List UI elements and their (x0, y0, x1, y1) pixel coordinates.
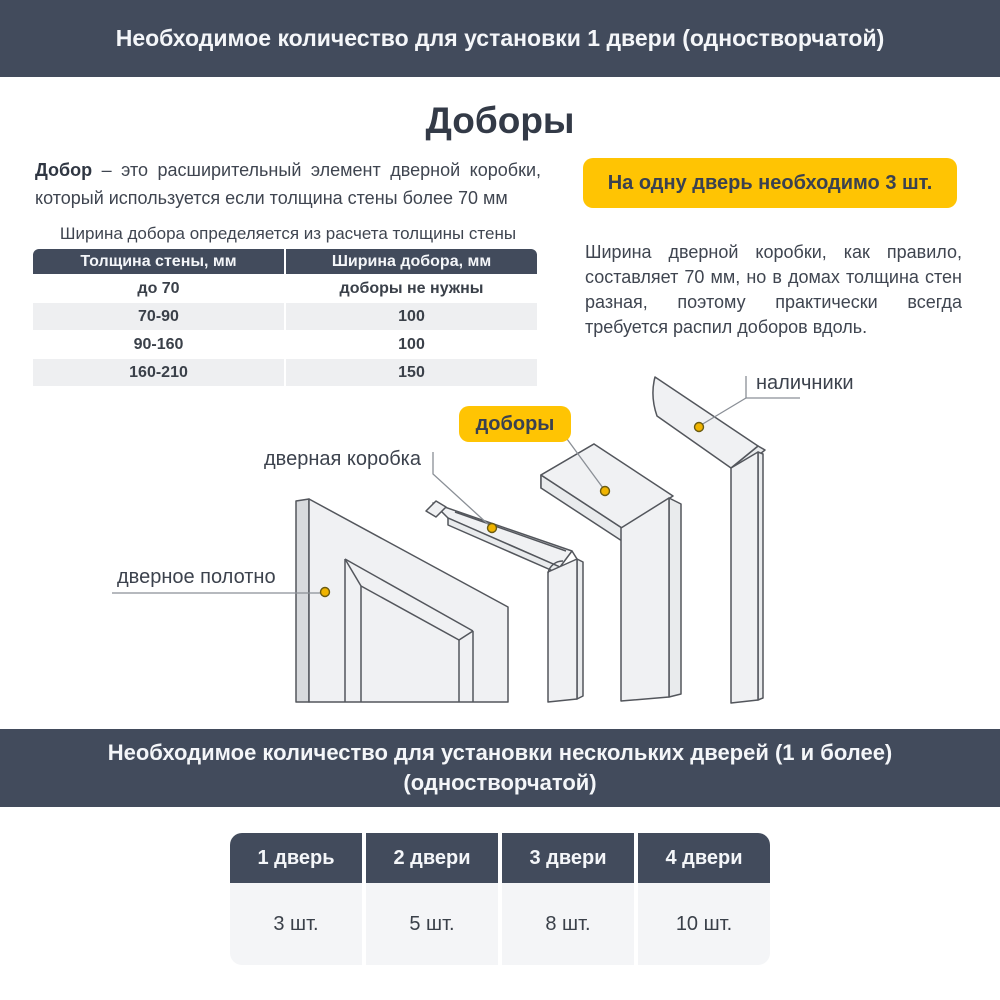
count-header-2: 2 двери (366, 833, 498, 883)
table-cell: 70-90 (33, 303, 284, 330)
count-value-2: 5 шт. (366, 883, 498, 965)
marker-dot-korobka (488, 524, 497, 533)
label-door-leaf: дверное полотно (117, 566, 276, 588)
marker-dot-polotno (321, 588, 330, 597)
top-banner-text: Необходимое количество для установки 1 двери (одностворчатой) (115, 25, 885, 51)
page-title: Доборы (425, 100, 575, 141)
per-door-badge: На одну дверь необходимо 3 шт. (583, 158, 957, 208)
table-cell: 90-160 (33, 331, 284, 358)
count-header-1: 1 дверь (230, 833, 362, 883)
wall-table-header-width: Ширина добора, мм (286, 249, 537, 274)
wall-table-header-thickness: Толщина стены, мм (33, 249, 284, 274)
table-cell: 150 (286, 359, 537, 386)
count-header-3: 3 двери (502, 833, 634, 883)
doors-count-table (230, 833, 770, 965)
table-cell: 100 (286, 303, 537, 330)
count-value-3: 8 шт. (502, 883, 634, 965)
table-cell: 160-210 (33, 359, 284, 386)
count-value-1: 3 шт. (230, 883, 362, 965)
marker-dot-nalichniki (695, 423, 704, 432)
bottom-banner (0, 729, 1000, 807)
bottom-banner-line2: (одностворчатой) (403, 770, 597, 795)
count-header-4: 4 двери (638, 833, 770, 883)
frame-width-note: Ширина дверной коробки, как правило, составляет 70 мм, но в домах толщина стен разная, поэтому практически всегда требуется распил доборов вдоль. (585, 242, 962, 337)
table-cell: 100 (286, 331, 537, 358)
label-casings: наличники (756, 372, 854, 394)
count-value-4: 10 шт. (638, 883, 770, 965)
wall-table-caption: Ширина добора определяется из расчета толщины стены (59, 224, 517, 243)
marker-dot-dobory (601, 487, 610, 496)
label-door-frame: дверная коробка (264, 448, 421, 470)
intro-term: Добор (35, 160, 93, 180)
table-cell: доборы не нужны (286, 275, 537, 302)
label-dobory-pill: доборы (459, 406, 571, 442)
intro-text: – это расширительный элемент дверной коробки, который используется если толщина стены более 70 мм (35, 160, 541, 208)
bottom-banner-line1: Необходимое количество для установки нескольких дверей (1 и более) (107, 740, 893, 765)
table-cell: до 70 (33, 275, 284, 302)
